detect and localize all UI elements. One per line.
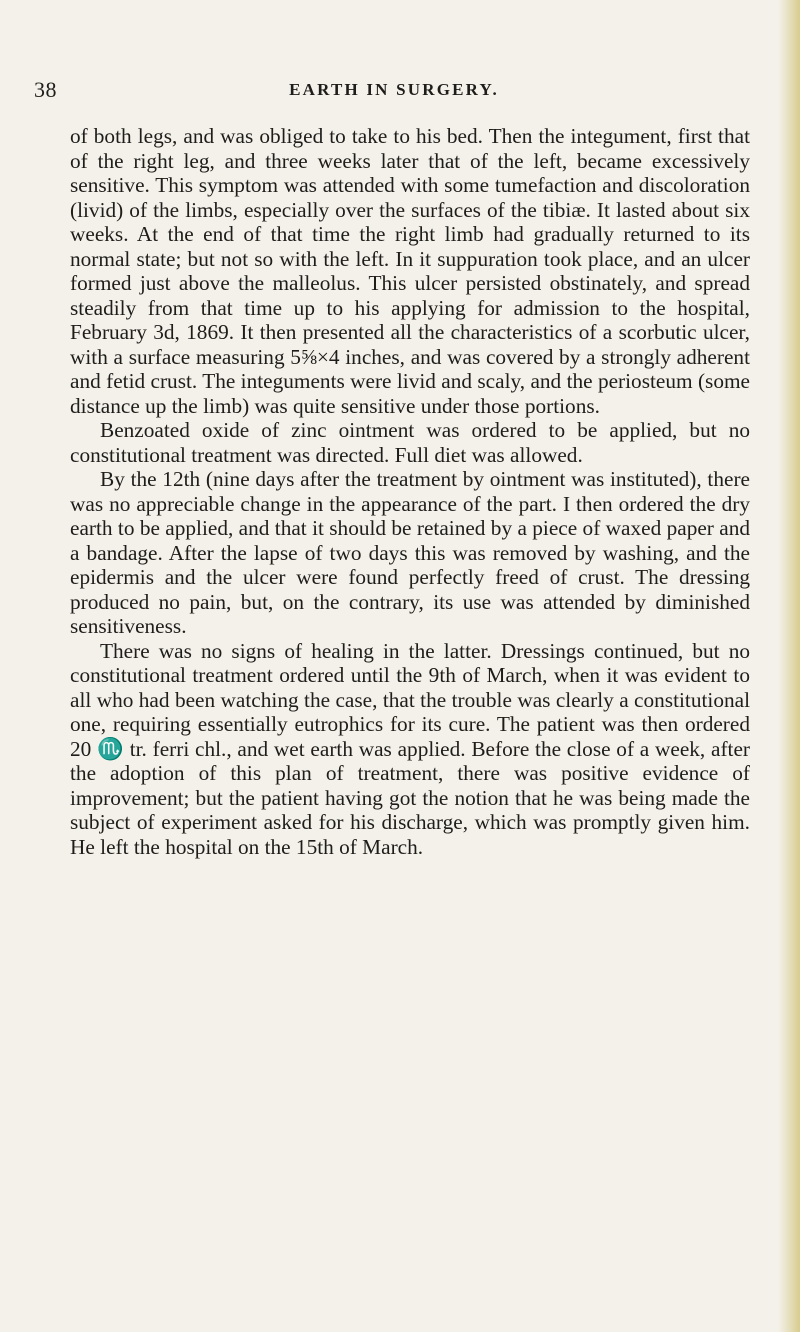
paragraph: By the 12th (nine days after the treatment by ointment was instituted), there was no appreciable change in the appearance of the part. I then ordered the dry earth to be applied, and that it should be retained by a piece of waxed paper and a bandage. After the lapse of two days this was removed by washing, and the epidermis and the ulcer were found perfectly freed of crust. The dressing produced no pain, but, on the contrary, its use was attended by diminished sensitiveness. — [70, 467, 750, 638]
running-head: EARTH IN SURGERY. — [289, 80, 499, 99]
paragraph-continued: of both legs, and was obliged to take to his bed. Then the integument, first that of the right leg, and three weeks later that of the left, became excessively sensitive. This symptom was attended with some tumefaction and discoloration (livid) of the limbs, especially over the surfaces of the tibiæ. It lasted about six weeks. At the end of that time the right limb had gradually returned to its normal state; but not so with the left. In it suppuration took place, and an ulcer formed just above the malleolus. This ulcer persisted obstinately, and spread steadily from that time up to his applying for admission to the hospital, February 3d, 1869. It then presented all the characteristics of a scorbutic ulcer, with a surface measuring 5⅝×4 inches, and was covered by a strongly adherent and fetid crust. The integuments were livid and scaly, and the periosteum (some distance up the limb) was quite sensitive under those portions. — [70, 124, 750, 418]
paragraph: There was no signs of healing in the latter. Dressings continued, but no constitutional treatment ordered until the 9th of March, when it was evident to all who had been watching the case, that the trouble was clearly a constitutional one, requiring essentially eutrophics for its cure. The patient was then ordered 20 ♏ tr. ferri chl., and wet earth was applied. Before the close of a week, after the adoption of this plan of treatment, there was positive evidence of improvement; but the patient having got the notion that he was being made the subject of experiment asked for his discharge, which was promptly given him. He left the hospital on the 15th of March. — [70, 638, 750, 859]
page-number: 38 — [34, 77, 57, 102]
page-header — [34, 78, 754, 102]
body-text — [70, 124, 750, 859]
page-edge — [778, 0, 800, 1332]
paragraph: Benzoated oxide of zinc ointment was ordered to be applied, but no constitutional treatment was directed. Full diet was allowed. — [70, 418, 750, 467]
